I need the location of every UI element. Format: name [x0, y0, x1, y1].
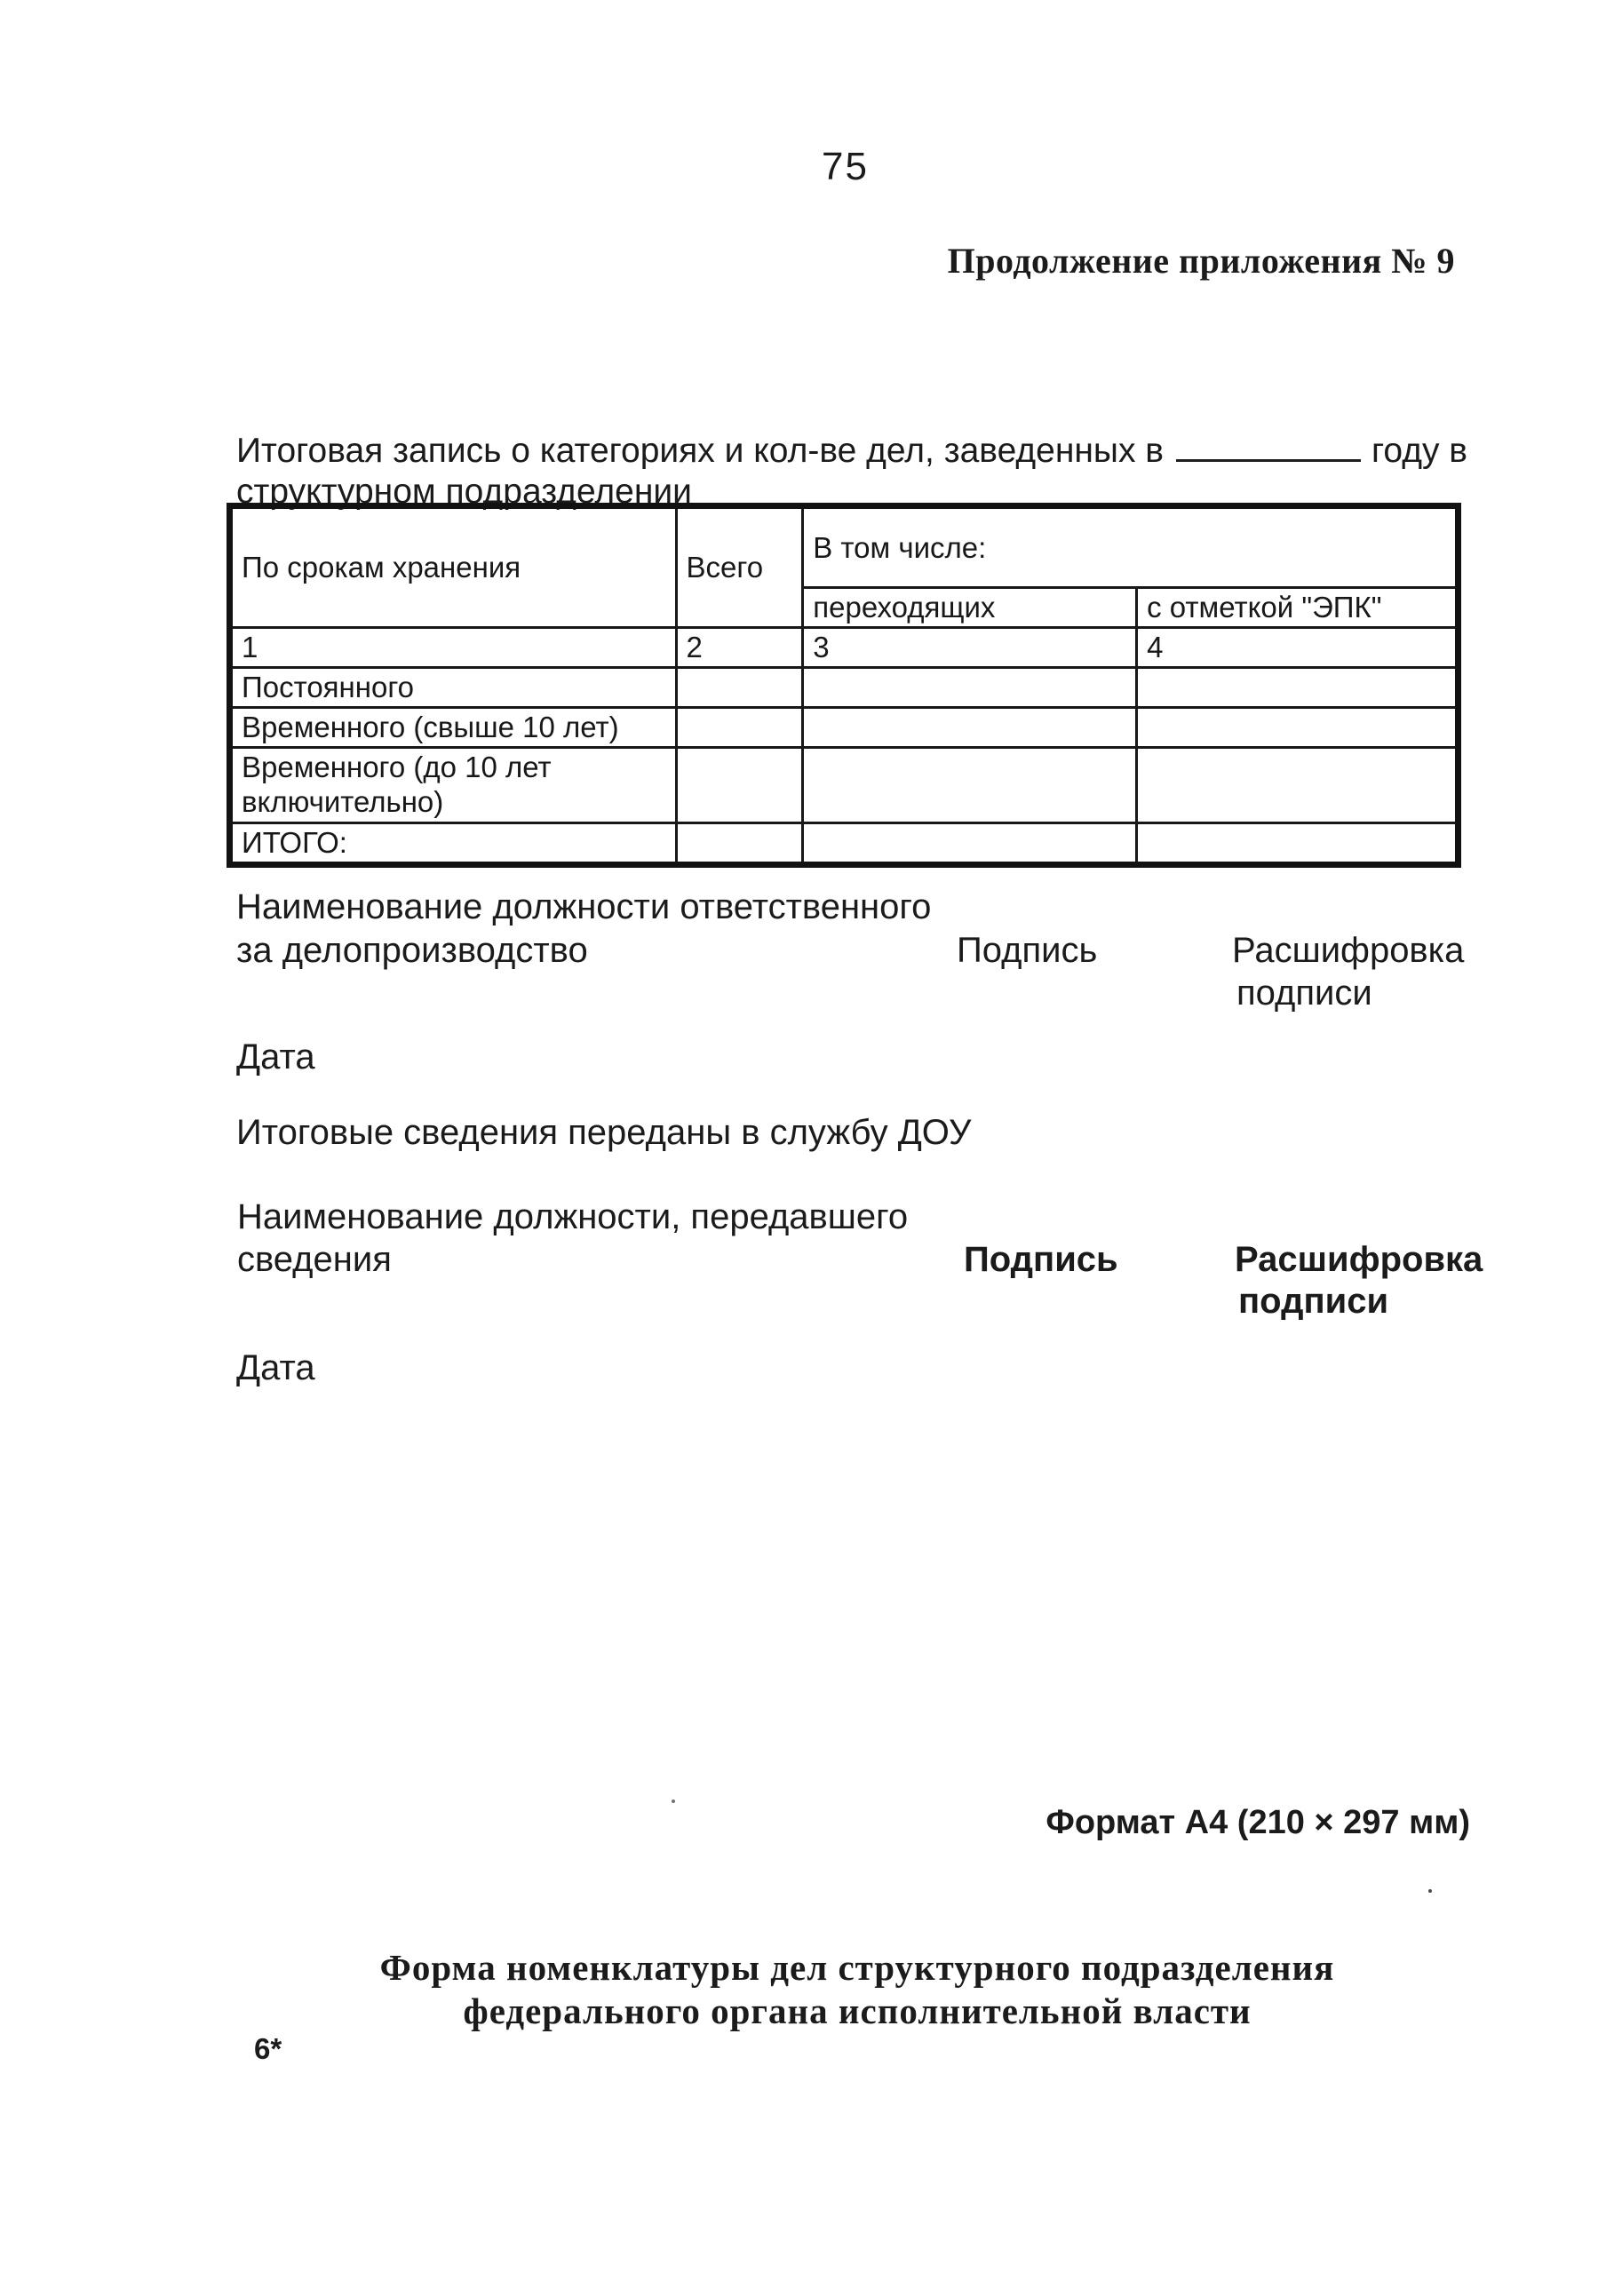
table-header-row	[230, 506, 1459, 588]
transcript-label-2-line-2: подписи	[1238, 1282, 1389, 1321]
responsible-position-line-1: Наименование должности ответственного	[236, 887, 932, 926]
table-row-temporary-over-10	[230, 708, 1459, 748]
col-header-epk-mark: с отметкой "ЭПК"	[1137, 588, 1459, 628]
appendix-continuation-heading: Продолжение приложения № 9	[947, 241, 1455, 281]
signature-label-2: Подпись	[964, 1240, 1118, 1279]
column-number-1: 1	[230, 628, 677, 668]
col-header-including-group: В том числе:	[803, 506, 1459, 588]
table-row-temporary-up-to-10	[230, 748, 1459, 823]
table-cell-empty	[803, 668, 1137, 708]
transcript-label-1-line-2: подписи	[1236, 973, 1372, 1013]
transfer-note: Итоговые сведения переданы в службу ДОУ	[236, 1113, 972, 1152]
page-number: 75	[822, 145, 869, 188]
column-number-2: 2	[676, 628, 803, 668]
transferor-position-line-1: Наименование должности, передавшего	[237, 1197, 909, 1236]
row-label-permanent: Постоянного	[230, 668, 677, 708]
table-cell-empty	[676, 822, 803, 864]
table-cell-empty	[803, 822, 1137, 864]
transcript-label-2-line-1: Расшифровка	[1235, 1240, 1483, 1279]
table-cell-empty	[1137, 822, 1459, 864]
col-header-storage-period: По срокам хранения	[230, 506, 677, 628]
table-cell-empty	[803, 748, 1137, 823]
col-header-carried-over: переходящих	[803, 588, 1137, 628]
column-number-row	[230, 628, 1459, 668]
scan-speck	[672, 1799, 675, 1803]
totals-table	[227, 503, 1461, 868]
intro-line-2: структурном подразделении	[236, 473, 692, 511]
paper-format-note: Формат А4 (210 × 297 мм)	[1046, 1804, 1470, 1841]
col-header-total: Всего	[676, 506, 803, 628]
transferor-position-line-2: сведения	[237, 1240, 392, 1279]
form-title-line-1: Форма номенклатуры дел структурного подразделения	[379, 1947, 1335, 1988]
intro-line-1	[236, 426, 1467, 473]
table-row-total	[230, 822, 1459, 864]
table-cell-empty	[1137, 748, 1459, 823]
table-cell-empty	[676, 748, 803, 823]
scan-speck	[1428, 1889, 1432, 1893]
form-title-line-2: федерального органа исполнительной власти	[463, 1990, 1252, 2031]
table-cell-empty	[676, 668, 803, 708]
table-cell-empty	[676, 708, 803, 748]
column-number-4: 4	[1137, 628, 1459, 668]
transcript-label-1-line-1: Расшифровка	[1232, 931, 1465, 970]
intro-text-after-blank: году в	[1372, 432, 1468, 471]
year-blank-line	[1176, 426, 1361, 462]
table-cell-empty	[803, 708, 1137, 748]
form-title	[133, 1946, 1581, 2033]
row-label-temporary-up-to-10: Временного (до 10 лет включительно)	[230, 748, 677, 823]
intro-text-before-blank: Итоговая запись о категориях и кол-ве дел, заведенных в	[236, 432, 1165, 471]
row-label-temporary-over-10: Временного (свыше 10 лет)	[230, 708, 677, 748]
row-label-total: ИТОГО:	[230, 822, 677, 864]
table-row-permanent	[230, 668, 1459, 708]
signature-label-1: Подпись	[957, 931, 1098, 970]
column-number-3: 3	[803, 628, 1137, 668]
table-cell-empty	[1137, 708, 1459, 748]
responsible-position-line-2: за делопроизводство	[236, 931, 588, 970]
table-cell-empty	[1137, 668, 1459, 708]
footnote-marker: 6*	[254, 2032, 282, 2065]
date-label-2: Дата	[236, 1348, 315, 1387]
date-label-1: Дата	[236, 1037, 315, 1076]
